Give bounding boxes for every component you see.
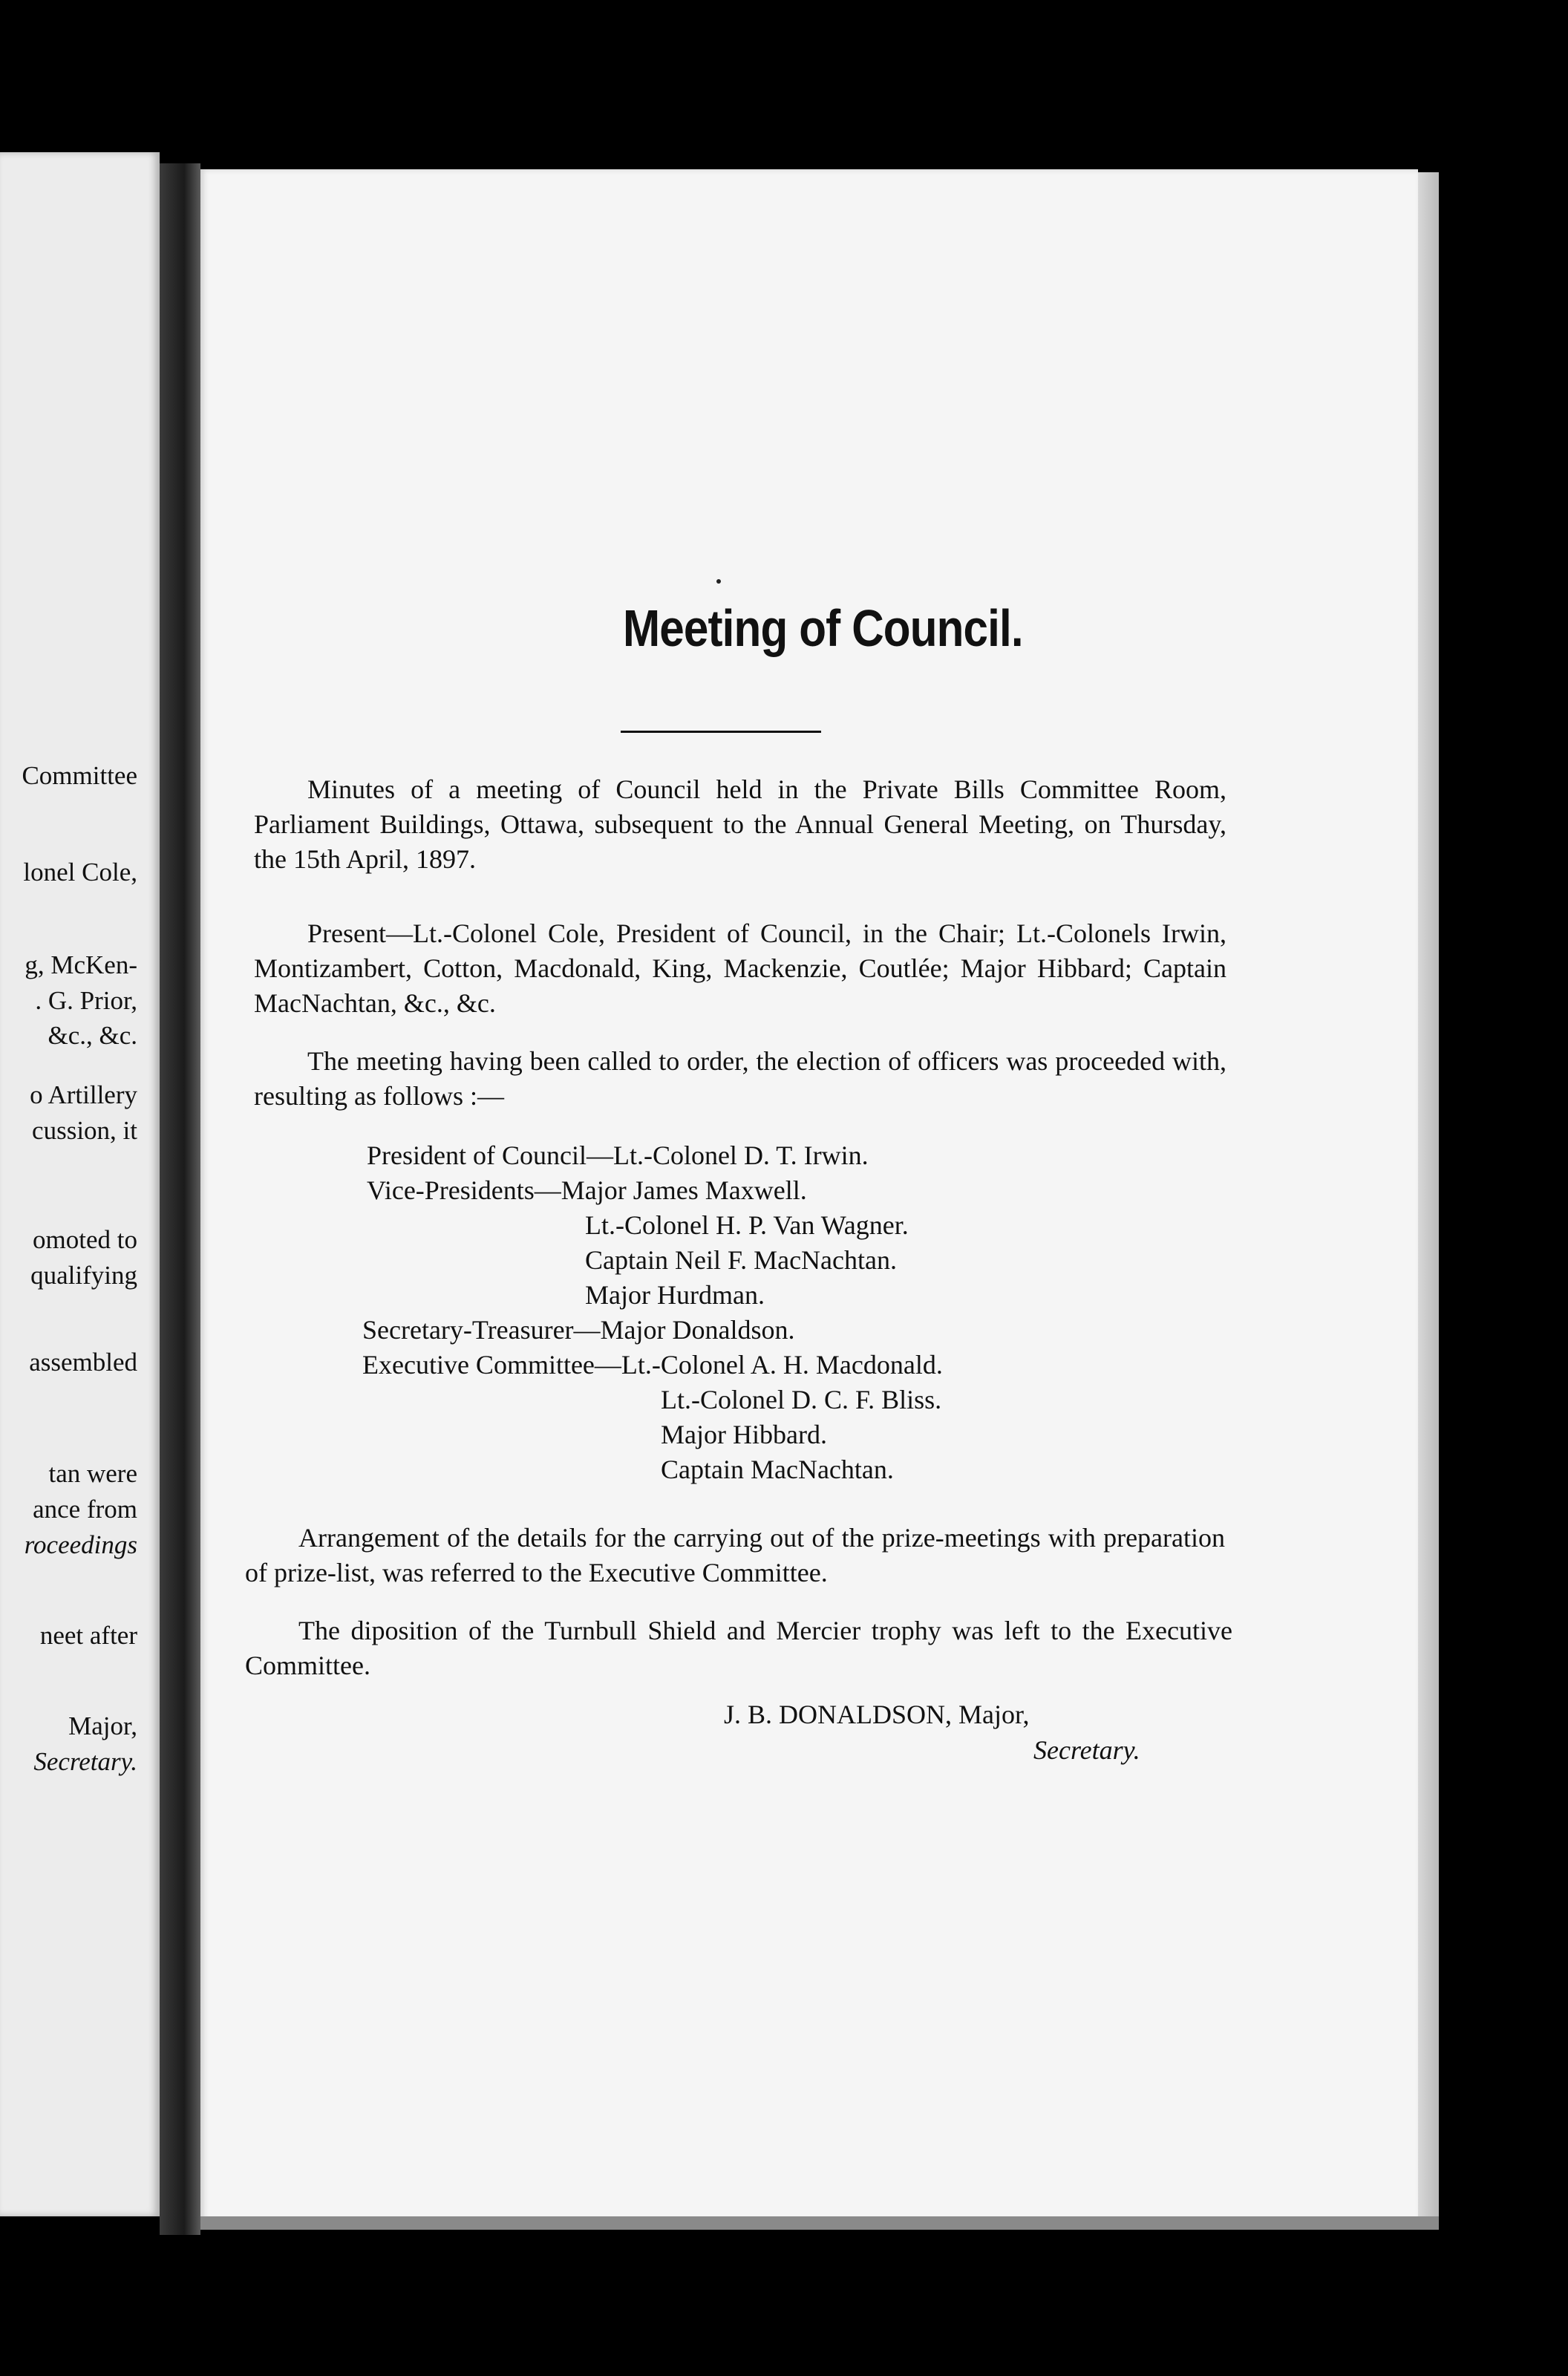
election-text: The meeting having been called to order, the election of officers was proceeded with, resulting as follows :— (254, 1046, 1226, 1111)
officer-president: President of Council—Lt.-Colonel D. T. Irwin. (367, 1140, 869, 1170)
previous-page-line: o Artillery (30, 1080, 137, 1109)
signature-title: Secretary. (1033, 1735, 1140, 1765)
officer-executive-member-4: Captain MacNachtan. (661, 1455, 894, 1484)
previous-page-line: lonel Cole, (23, 858, 137, 887)
page-edge (1418, 172, 1439, 2222)
document-page (200, 169, 1418, 2226)
election-paragraph (254, 1044, 1226, 1114)
officer-vice-president-3: Captain Neil F. MacNachtan. (585, 1245, 897, 1275)
minutes-text: Minutes of a meeting of Council held in the Private Bills Committee Room, Parliament Buildings, Ottawa, subsequent to the Annual General Meeting, on Thursday, the 15th April, 1897. (254, 774, 1226, 874)
page-title: Meeting of Council. (622, 599, 1023, 657)
previous-page (0, 152, 160, 2216)
arrangement-text: Arrangement of the details for the carrying out of the prize-meetings with preparation of prize-list, was referred to the Executive Committee. (245, 1523, 1225, 1587)
arrangement-paragraph (245, 1521, 1225, 1590)
previous-page-line: assembled (29, 1348, 137, 1377)
previous-page-line: neet after (39, 1621, 137, 1650)
minutes-paragraph (254, 772, 1226, 877)
signature-name: J. B. DONALDSON, Major, (724, 1700, 1030, 1729)
previous-page-line: g, McKen- (24, 950, 137, 979)
present-paragraph (254, 916, 1226, 1021)
disposition-text: The diposition of the Turnbull Shield and Mercier trophy was left to the Executive Committee. (245, 1616, 1232, 1680)
officer-executive-member-2: Lt.-Colonel D. C. F. Bliss. (661, 1385, 942, 1414)
previous-page-line: cussion, it (32, 1116, 137, 1145)
previous-page-line: . G. Prior, (35, 986, 137, 1015)
officer-vice-president-4: Major Hurdman. (585, 1280, 765, 1310)
previous-page-line: Secretary. (33, 1747, 137, 1776)
title-rule (621, 731, 821, 733)
officer-vice-president-2: Lt.-Colonel H. P. Van Wagner. (585, 1210, 909, 1240)
officer-secretary-treasurer: Secretary-Treasurer—Major Donaldson. (362, 1315, 795, 1345)
disposition-paragraph (245, 1613, 1232, 1683)
book-gutter (160, 163, 200, 2235)
previous-page-line: &c., &c. (48, 1021, 137, 1050)
officer-vice-presidents: Vice-Presidents—Major James Maxwell. (367, 1175, 807, 1205)
page-shadow (200, 2216, 1439, 2230)
previous-page-line: Major, (68, 1711, 137, 1740)
previous-page-line: roceedings (24, 1530, 137, 1559)
print-speck (716, 579, 721, 584)
previous-page-line: omoted to (33, 1225, 137, 1254)
present-text: Present—Lt.-Colonel Cole, President of Council, in the Chair; Lt.-Colonels Irwin, Montizambert, Cotton, Macdonald, King, Mackenzie, Coutlée; Major Hibbard; Captain MacNachtan, &c., &c. (254, 918, 1226, 1018)
previous-page-line: Committee (22, 761, 137, 790)
officer-executive-committee: Executive Committee—Lt.-Colonel A. H. Macdonald. (362, 1350, 943, 1380)
previous-page-line: qualifying (30, 1261, 137, 1290)
officer-executive-member-3: Major Hibbard. (661, 1420, 827, 1449)
previous-page-line: tan were (48, 1459, 137, 1488)
previous-page-line: ance from (33, 1495, 137, 1524)
